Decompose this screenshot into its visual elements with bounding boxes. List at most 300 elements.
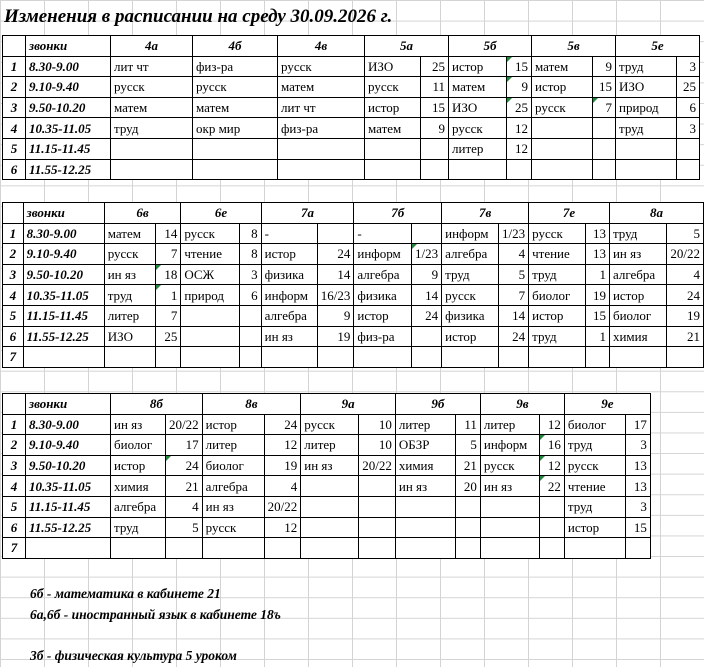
subject-cell: алгебра [111,496,166,517]
subject-cell: труд [111,118,193,139]
room-cell: 11 [421,77,449,98]
subject-cell [278,159,365,180]
table-header-row [3,203,704,224]
room-cell: 1/23 [412,244,442,265]
schedule-table-3 [2,393,651,559]
lesson-number: 5 [3,496,26,517]
table-row [3,455,651,476]
lesson-time: 11.55-12.25 [23,326,104,347]
room-cell [317,223,354,244]
subject-cell [261,347,317,368]
table-row [3,138,700,159]
room-cell [239,305,261,326]
subject-cell [609,347,666,368]
class-header: 4в [278,36,365,57]
room-cell [239,347,261,368]
room-cell: 15 [586,305,610,326]
subject-cell: истор [111,455,166,476]
table-row [3,223,704,244]
room-cell: 14 [317,264,354,285]
class-header: 8б [111,394,203,415]
subject-cell: - [354,223,412,244]
schedule-table-2 [2,202,704,368]
room-cell: 9 [412,264,442,285]
subject-cell: чтение [564,476,625,497]
room-cell [593,159,616,180]
lesson-number: 3 [3,455,26,476]
table-row [3,285,704,306]
room-cell [677,159,700,180]
subject-cell [301,476,359,497]
subject-cell: труд [616,118,677,139]
room-cell: 3 [625,496,650,517]
subject-cell [181,326,239,347]
room-cell: 18 [156,264,181,285]
subject-cell [365,159,421,180]
subject-cell: физика [354,285,412,306]
room-cell: 13 [625,476,650,497]
subject-cell: труд [529,326,586,347]
subject-cell [480,517,539,538]
table-row [3,538,651,559]
lesson-number: 1 [3,414,26,435]
lesson-number: 7 [3,538,26,559]
room-cell [239,326,261,347]
room-cell [593,118,616,139]
room-cell: 1 [156,285,181,306]
room-cell: 24 [667,285,704,306]
room-cell: 21 [166,476,203,497]
subject-cell: труд [529,264,586,285]
subject-cell: чтение [181,244,239,265]
subject-cell: ОБЗР [395,435,455,456]
table-row [3,347,704,368]
class-header: 8а [609,203,703,224]
subject-cell: ИЗО [616,77,677,98]
room-cell: 20/22 [264,496,301,517]
room-cell: 5 [455,435,480,456]
subject-cell: русск [301,414,359,435]
table-row [3,244,704,265]
subject-cell: труд [564,435,625,456]
subject-cell: химия [609,326,666,347]
subject-cell [193,159,278,180]
table-row [3,118,700,139]
subject-cell: литер [202,435,264,456]
subject-cell [111,138,193,159]
subject-cell: информ [261,285,317,306]
room-cell: 20/22 [359,455,396,476]
subject-cell: - [261,223,317,244]
subject-cell: физика [261,264,317,285]
room-cell [539,538,564,559]
subject-cell: русск [564,455,625,476]
subject-cell: истор [449,56,507,77]
room-cell: 17 [166,435,203,456]
room-cell [412,223,442,244]
table-row [3,56,700,77]
note-line: 6б - математика в кабинете 21 [30,586,221,601]
lesson-number: 2 [3,77,26,98]
room-cell: 4 [264,476,301,497]
lesson-number: 4 [3,285,24,306]
subject-cell: труд [564,496,625,517]
subject-cell: русск [532,97,593,118]
room-cell: 14 [156,223,181,244]
table-row [3,326,704,347]
subject-cell: литер [104,305,155,326]
subject-cell: матем [193,97,278,118]
subject-cell: матем [111,97,193,118]
table-row [3,476,651,497]
class-header: 9в [480,394,564,415]
room-cell: 1 [586,264,610,285]
lesson-time [26,538,111,559]
subject-cell: истор [532,77,593,98]
lesson-number: 5 [3,138,26,159]
subject-cell: труд [616,56,677,77]
class-header: 8в [202,394,301,415]
subject-cell: матем [278,77,365,98]
room-cell: 7 [593,97,616,118]
subject-cell: физ-ра [354,326,412,347]
subject-cell [395,517,455,538]
room-cell: 24 [412,305,442,326]
subject-cell [278,138,365,159]
class-header: 7е [529,203,610,224]
room-cell [166,538,203,559]
room-cell [359,517,396,538]
subject-cell: алгебра [261,305,317,326]
subject-cell: ин яз [104,264,155,285]
lesson-time: 11.15-11.45 [26,138,111,159]
subject-cell: ИЗО [104,326,155,347]
subject-cell: ин яз [202,496,264,517]
subject-cell: русск [529,223,586,244]
subject-cell: матем [449,77,507,98]
subject-cell: ИЗО [365,56,421,77]
room-cell: 21 [455,455,480,476]
room-cell: 20 [455,476,480,497]
subject-cell: истор [564,517,625,538]
subject-cell: природ [181,285,239,306]
room-cell: 19 [317,326,354,347]
room-cell: 25 [156,326,181,347]
subject-cell [395,538,455,559]
room-cell [593,138,616,159]
lesson-number: 2 [3,435,26,456]
table-row [3,264,704,285]
subject-cell: алгебра [354,264,412,285]
room-cell: 12 [507,138,532,159]
subject-cell: истор [442,326,499,347]
room-cell: 19 [667,305,704,326]
room-cell: 8 [239,223,261,244]
table-row [3,77,700,98]
room-cell: 12 [539,455,564,476]
subject-cell: труд [111,517,166,538]
room-cell: 21 [667,326,704,347]
subject-cell: физ-ра [193,56,278,77]
lesson-number: 1 [3,223,24,244]
room-cell [264,538,301,559]
room-cell: 4 [667,264,704,285]
room-cell [317,347,354,368]
room-cell [455,538,480,559]
subject-cell: алгебра [609,264,666,285]
subject-cell [193,138,278,159]
class-header: 5е [616,36,700,57]
room-cell [421,159,449,180]
subject-cell: ОСЖ [181,264,239,285]
lesson-time: 9.50-10.20 [23,264,104,285]
lesson-number: 4 [3,476,26,497]
table-row [3,496,651,517]
room-cell: 25 [677,77,700,98]
lesson-time: 8.30-9.00 [23,223,104,244]
subject-cell: природ [616,97,677,118]
room-cell [539,517,564,538]
lesson-number: 3 [3,264,24,285]
subject-cell [301,538,359,559]
room-cell: 10 [359,414,396,435]
subject-cell: русск [278,56,365,77]
lesson-time: 10.35-11.05 [23,285,104,306]
lesson-time: 9.10-9.40 [26,77,111,98]
room-cell: 24 [166,455,203,476]
subject-cell: химия [111,476,166,497]
class-header: 9б [395,394,480,415]
room-cell [455,517,480,538]
subject-cell [442,347,499,368]
subject-cell [532,159,593,180]
subject-cell: истор [529,305,586,326]
subject-cell: физика [442,305,499,326]
room-cell: 3 [239,264,261,285]
class-header: 4а [111,36,193,57]
room-cell [507,159,532,180]
lesson-time: 9.50-10.20 [26,455,111,476]
room-cell [359,496,396,517]
room-cell: 15 [421,97,449,118]
room-cell: 25 [421,56,449,77]
room-cell: 12 [264,517,301,538]
table-header-row [3,394,651,415]
lesson-time: 11.15-11.45 [23,305,104,326]
subject-cell: истор [365,97,421,118]
table-row [3,97,700,118]
schedule-table-1 [2,35,700,180]
room-cell [625,538,650,559]
subject-cell: русск [104,244,155,265]
class-header: 9е [564,394,650,415]
subject-cell: ин яз [480,476,539,497]
room-cell: 14 [498,305,528,326]
subject-cell: русск [111,77,193,98]
subject-cell: чтение [529,244,586,265]
room-cell: 1/23 [498,223,528,244]
subject-cell: ин яз [301,455,359,476]
room-cell: 3 [677,56,700,77]
subject-cell: истор [354,305,412,326]
room-cell: 5 [498,264,528,285]
room-cell: 17 [625,414,650,435]
room-cell [156,347,181,368]
subject-cell [564,538,625,559]
class-header: 6е [181,203,261,224]
lesson-time: 10.35-11.05 [26,476,111,497]
subject-cell: литер [449,138,507,159]
note-line: 3б - физическая культура 5 уроком [30,648,237,663]
room-cell: 8 [239,244,261,265]
room-cell: 24 [317,244,354,265]
room-cell: 16/23 [317,285,354,306]
room-cell [359,538,396,559]
subject-cell [111,538,166,559]
lesson-time: 11.15-11.45 [26,496,111,517]
room-cell [586,347,610,368]
room-cell: 9 [507,77,532,98]
room-cell: 12 [264,435,301,456]
subject-cell: биолог [111,435,166,456]
subject-cell: алгебра [202,476,264,497]
room-cell [421,138,449,159]
room-cell [412,326,442,347]
subject-cell: истор [261,244,317,265]
room-cell: 20/22 [166,414,203,435]
lesson-time: 9.10-9.40 [23,244,104,265]
subject-cell [616,138,677,159]
room-cell: 19 [586,285,610,306]
table-row [3,517,651,538]
subject-cell [395,496,455,517]
room-cell: 12 [539,414,564,435]
subject-cell: физ-ра [278,118,365,139]
room-cell: 19 [264,455,301,476]
subject-cell: литер [480,414,539,435]
subject-cell [365,138,421,159]
room-cell: 7 [498,285,528,306]
subject-cell: русск [442,285,499,306]
class-header: 7в [442,203,529,224]
subject-cell [480,496,539,517]
room-cell: 3 [677,118,700,139]
subject-cell: алгебра [442,244,499,265]
class-header: 6в [104,203,181,224]
room-cell: 25 [507,97,532,118]
room-cell: 24 [498,326,528,347]
room-cell: 13 [586,244,610,265]
room-cell: 15 [507,56,532,77]
lesson-number: 2 [3,244,24,265]
room-cell: 22 [539,476,564,497]
room-cell: 12 [507,118,532,139]
room-cell: 13 [625,455,650,476]
subject-cell [301,496,359,517]
lesson-number: 6 [3,159,26,180]
subject-cell: лит чт [278,97,365,118]
lesson-time: 9.10-9.40 [26,435,111,456]
room-cell: 20/22 [667,244,704,265]
room-cell [412,347,442,368]
room-cell: 3 [625,435,650,456]
subject-cell: информ [442,223,499,244]
room-cell [539,496,564,517]
lesson-time: 11.55-12.25 [26,517,111,538]
room-cell: 9 [593,56,616,77]
lesson-number: 1 [3,56,26,77]
room-cell: 16 [539,435,564,456]
subject-cell: русск [202,517,264,538]
class-header: 7б [354,203,442,224]
room-cell [667,347,704,368]
lesson-number: 7 [3,347,24,368]
subject-cell: матем [104,223,155,244]
room-cell [455,496,480,517]
lesson-time: 10.35-11.05 [26,118,111,139]
subject-cell: матем [532,56,593,77]
subject-cell: матем [365,118,421,139]
class-header: 5б [449,36,532,57]
room-cell: 7 [156,305,181,326]
subject-cell: ин яз [261,326,317,347]
subject-cell: русск [449,118,507,139]
subject-cell: информ [354,244,412,265]
room-cell: 14 [412,285,442,306]
subject-cell: информ [480,435,539,456]
subject-cell [449,159,507,180]
subject-cell: труд [104,285,155,306]
bells-header: звонки [26,394,111,415]
subject-cell: биолог [202,455,264,476]
room-cell: 1 [586,326,610,347]
subject-cell: труд [609,223,666,244]
subject-cell: биолог [529,285,586,306]
bells-header: звонки [26,36,111,57]
subject-cell: лит чт [111,56,193,77]
subject-cell [202,538,264,559]
subject-cell [616,159,677,180]
subject-cell: ин яз [111,414,166,435]
room-cell: 24 [264,414,301,435]
lesson-number: 5 [3,305,24,326]
table-row [3,159,700,180]
subject-cell: ИЗО [449,97,507,118]
subject-cell: ин яз [609,244,666,265]
subject-cell [480,538,539,559]
lesson-number: 6 [3,517,26,538]
table-row [3,414,651,435]
room-cell: 6 [239,285,261,306]
lesson-time [23,347,104,368]
lesson-number: 4 [3,118,26,139]
table-header-row [3,36,700,57]
class-header: 9а [301,394,396,415]
subject-cell: литер [395,414,455,435]
room-cell: 4 [498,244,528,265]
subject-cell [181,305,239,326]
lesson-number: 3 [3,97,26,118]
class-header: 7а [261,203,354,224]
note-line: 6а,6б - иностранный язык в кабинете 18ъ [30,607,281,622]
subject-cell [532,118,593,139]
room-cell: 5 [166,517,203,538]
subject-cell [354,347,412,368]
bells-header: звонки [23,203,104,224]
subject-cell: ин яз [395,476,455,497]
subject-cell: литер [301,435,359,456]
lesson-time: 8.30-9.00 [26,414,111,435]
